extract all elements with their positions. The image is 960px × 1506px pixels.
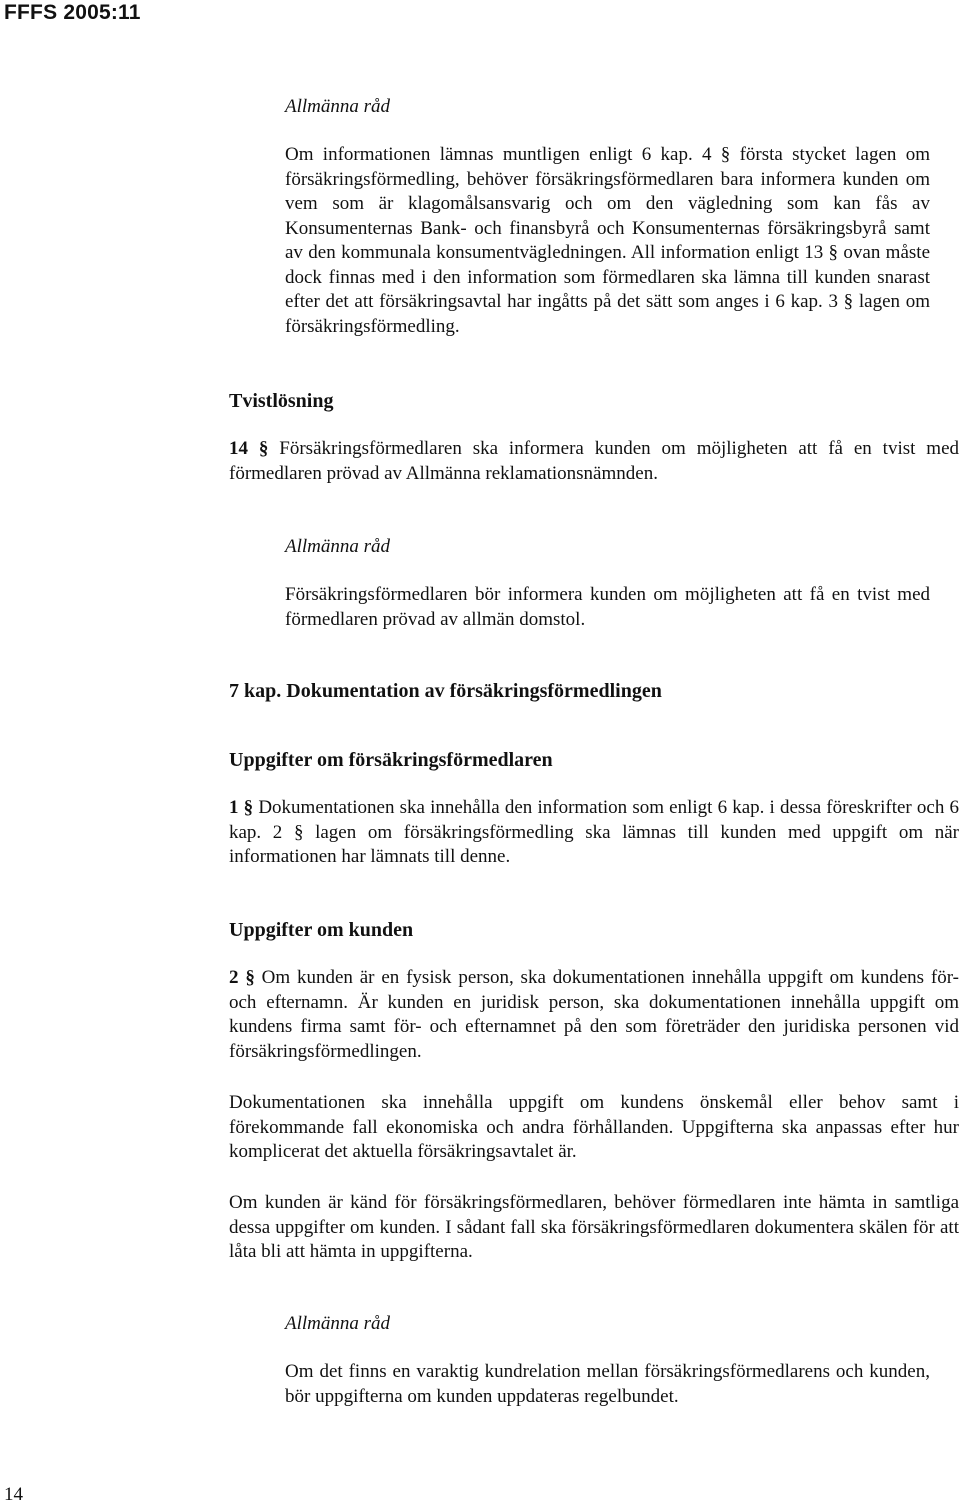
paragraph-1 xyxy=(229,796,959,870)
chapter-heading: 7 kap. Dokumentation av försäkringsförmedlingen xyxy=(229,680,662,702)
general-advice-label: Allmänna råd xyxy=(285,536,391,557)
paragraph-text: Om kunden är en fysisk person, ska dokumentationen innehålla uppgift om kundens för- och efternamn. Är kunden en juridisk person, ska dokumentationen innehålla uppgift om kundens firma samt för- och efternamnet på den som företräder den juridiska personen vid försäkringsförmedlingen. xyxy=(229,967,959,1062)
section-heading-customer-info: Uppgifter om kunden xyxy=(229,919,414,941)
paragraph-text: Dokumentationen ska innehålla den information som enligt 6 kap. i dessa föreskrifter och 6 kap. 2 § lagen om försäkringsförmedling ska lämnas till kunden med uppgift om när informationen har lämnats till denne. xyxy=(229,797,959,867)
general-advice-text: Om det finns en varaktig kundrelation mellan försäkringsförmedlarens och kunden, bör uppgifterna om kunden uppdateras regelbundet. xyxy=(285,1361,930,1407)
general-advice-label: Allmänna råd xyxy=(285,96,391,117)
section-heading-tvistlosning: Tvistlösning xyxy=(229,390,334,412)
paragraph-14 xyxy=(229,437,959,486)
paragraph-number: 14 § xyxy=(229,438,269,459)
paragraph-number: 2 § xyxy=(229,967,255,988)
page-number: 14 xyxy=(4,1484,23,1505)
paragraph-text: Försäkringsförmedlaren ska informera kunden om möjligheten att få en tvist med förmedlaren prövad av Allmänna reklamationsnämnden. xyxy=(229,438,960,484)
section-heading-broker-info: Uppgifter om försäkringsförmedlaren xyxy=(229,749,553,771)
general-advice-label: Allmänna råd xyxy=(285,1313,391,1334)
general-advice-text: Försäkringsförmedlaren bör informera kunden om möjligheten att få en tvist med förmedlaren prövad av allmän domstol. xyxy=(285,584,930,630)
paragraph-2-third: Om kunden är känd för försäkringsförmedlaren, behöver förmedlaren inte hämta in samtliga dessa uppgifter om kunden. I sådant fall ska försäkringsförmedlaren dokumentera skälen för att låta bli att hämta in uppgifterna. xyxy=(229,1192,959,1262)
document-reference: FFFS 2005:11 xyxy=(4,1,141,24)
general-advice-text: Om informationen lämnas muntligen enligt 6 kap. 4 § första stycket lagen om försäkringsförmedling, behöver försäkringsförmedlaren bara informera kunden om vem som är klagomålsansvarig och om den vägledning som kan fås av Konsumenternas Bank- och finansbyrå och Konsumenternas försäkringsbyrå samt av den kommunala konsumentvägledningen. All information enligt 13 § ovan måste dock finnas med i den information som förmedlaren ska lämna till kunden snarast efter det att försäkringsavtal har ingåtts på det sätt som anges i 6 kap. 3 § lagen om försäkringsförmedling. xyxy=(285,144,930,337)
paragraph-number: 1 § xyxy=(229,797,254,818)
paragraph-2-second: Dokumentationen ska innehålla uppgift om kundens önskemål eller behov samt i förekommande fall ekonomiska och andra förhållanden. Uppgifterna ska anpassas efter hur komplicerat det aktuella försäkringsavtalet är. xyxy=(229,1092,959,1162)
paragraph-2 xyxy=(229,966,959,1064)
